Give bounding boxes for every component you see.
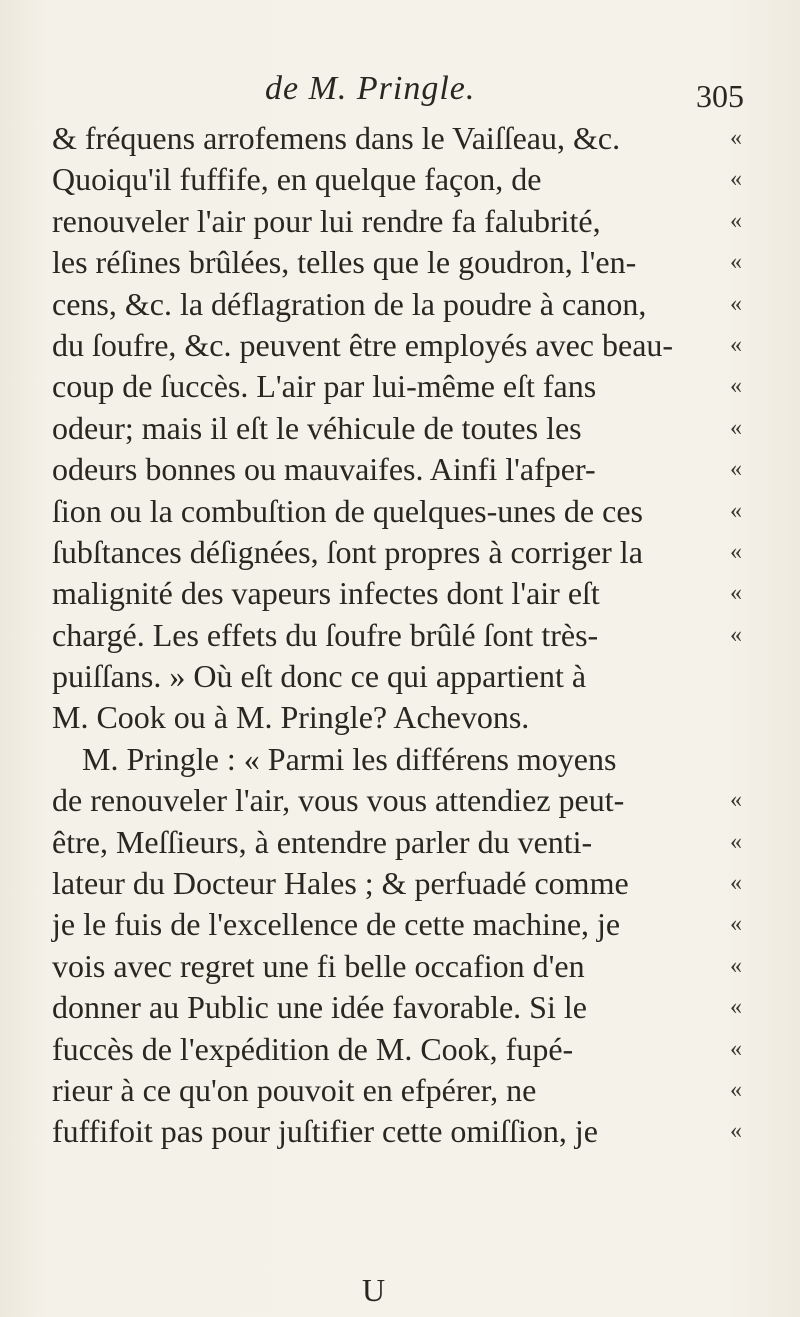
margin-quote-mark: «: [730, 538, 742, 565]
margin-quote-mark: «: [730, 1035, 742, 1062]
margin-quote-mark: «: [730, 1118, 742, 1145]
line-text: du ſoufre, &c. peuvent être employés avec beau-: [52, 326, 674, 363]
text-line: [52, 1029, 752, 1070]
margin-quote-mark: «: [730, 787, 742, 814]
text-line: [52, 242, 752, 283]
line-text: Quoiqu'il fuffife, en quelque façon, de: [52, 161, 542, 198]
line-text: ſubſtances déſignées, ſont propres à corriger la: [52, 533, 643, 570]
text-line: [52, 366, 752, 407]
line-text: fuffifoit pas pour juſtifier cette omiſſion, je: [52, 1113, 598, 1150]
line-text: fuccès de l'expédition de M. Cook, fupé-: [52, 1030, 574, 1067]
line-text: je le fuis de l'excellence de cette machine, je: [52, 906, 621, 943]
text-line: [52, 780, 752, 821]
text-line: [52, 1111, 752, 1152]
text-line: [52, 449, 752, 490]
text-line: [52, 201, 752, 242]
margin-quote-mark: «: [730, 870, 742, 897]
line-text: les réſines brûlées, telles que le goudron, l'en-: [52, 244, 637, 281]
line-text: lateur du Docteur Hales ; & perfuadé comme: [52, 865, 629, 902]
line-text: chargé. Les effets du ſoufre brûlé ſont très-: [52, 616, 599, 653]
line-text: être, Meſſieurs, à entendre parler du venti-: [52, 823, 593, 860]
margin-quote-mark: «: [730, 290, 742, 317]
text-line: [52, 408, 752, 449]
line-text: renouveler l'air pour lui rendre fa falubrité,: [52, 202, 601, 239]
line-text: ſion ou la combuſtion de quelques-unes de ces: [52, 492, 643, 529]
margin-quote-mark: «: [730, 125, 742, 151]
line-text: & fréquens arrofemens dans le Vaiſſeau, &c.: [52, 120, 621, 156]
text-line: [52, 822, 752, 863]
margin-quote-mark: «: [730, 828, 742, 855]
text-line: [52, 739, 752, 780]
text-line: [52, 946, 752, 987]
margin-quote-mark: «: [730, 373, 742, 400]
signature-mark: U: [362, 1272, 387, 1308]
text-line: [52, 159, 752, 200]
line-text: M. Pringle : « Parmi les différens moyens: [82, 740, 617, 777]
margin-quote-mark: «: [730, 1076, 742, 1103]
margin-quote-mark: «: [730, 249, 742, 276]
text-line: [52, 697, 752, 738]
line-text: odeurs bonnes ou mauvaifes. Ainfi l'afper-: [52, 451, 596, 488]
text-line: [52, 325, 752, 366]
line-text: rieur à ce qu'on pouvoit en efpérer, ne: [52, 1071, 537, 1108]
margin-quote-mark: «: [730, 911, 742, 938]
margin-quote-mark: «: [730, 952, 742, 979]
margin-quote-mark: «: [730, 331, 742, 358]
line-text: malignité des vapeurs infectes dont l'air eſt: [52, 575, 600, 612]
text-line: [52, 987, 752, 1028]
margin-quote-mark: «: [730, 497, 742, 524]
page-number: 305: [696, 78, 744, 114]
line-text: de renouveler l'air, vous vous attendiez peut-: [52, 782, 625, 819]
line-text: coup de ſuccès. L'air par lui-même eſt fans: [52, 368, 597, 405]
margin-quote-mark: «: [730, 456, 742, 483]
line-text: M. Cook ou à M. Pringle? Achevons.: [52, 699, 530, 736]
margin-quote-mark: «: [730, 166, 742, 193]
text-line: [52, 863, 752, 904]
running-title: de M. Pringle.: [265, 70, 476, 107]
margin-quote-mark: «: [730, 580, 742, 607]
line-text: donner au Public une idée favorable. Si le: [52, 989, 587, 1026]
margin-quote-mark: «: [730, 207, 742, 234]
body-text: [52, 118, 752, 1153]
text-line: [52, 904, 752, 945]
line-text: puiſſans. » Où eſt donc ce qui appartient à: [52, 658, 587, 695]
margin-quote-mark: «: [730, 994, 742, 1021]
margin-quote-mark: «: [730, 621, 742, 648]
line-text: cens, &c. la déflagration de la poudre à canon,: [52, 285, 647, 322]
text-line: [52, 656, 752, 697]
running-head: [0, 70, 800, 114]
line-text: odeur; mais il eſt le véhicule de toutes les: [52, 409, 582, 446]
line-text: vois avec regret une fi belle occafion d'en: [52, 947, 585, 984]
margin-quote-mark: «: [730, 414, 742, 441]
text-line: [52, 615, 752, 656]
text-line: [52, 573, 752, 614]
text-line: [52, 284, 752, 325]
text-line: [52, 491, 752, 532]
text-line: [52, 118, 752, 159]
text-line: [52, 532, 752, 573]
text-line: [52, 1070, 752, 1111]
